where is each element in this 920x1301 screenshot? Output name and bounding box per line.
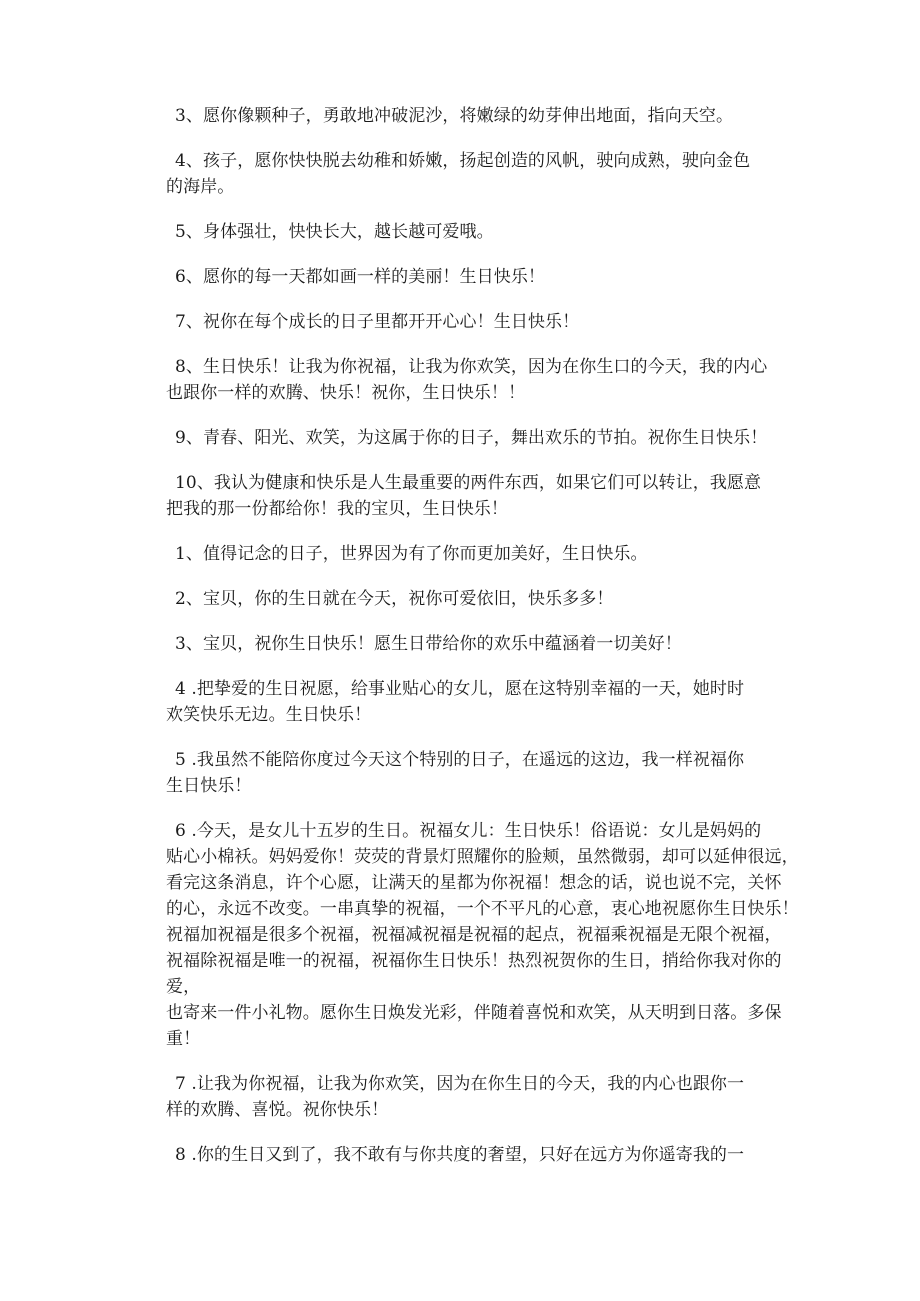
paragraph-7 <box>166 425 806 451</box>
paragraph-line: 7、祝你在每个成长的日子里都开开心心！生日快乐！ <box>175 312 580 332</box>
paragraph-line: 9、青春、阳光、欢笑，为这属于你的日子，舞出欢乐的节拍。祝你生日快乐！ <box>175 428 768 448</box>
paragraph-line: 重！ <box>166 1029 201 1049</box>
paragraph-line: 2、宝贝，你的生日就在今天，祝你可爱依旧，快乐多多！ <box>175 589 614 609</box>
paragraph-line: 把我的那一份都给你！我的宝贝，生日快乐！ <box>166 499 508 519</box>
paragraph-line: 祝福加祝福是很多个祝福，祝福减祝福是祝福的起点，祝福乘祝福是无限个祝福， <box>166 925 782 945</box>
paragraph-9 <box>166 541 806 567</box>
paragraph-line: 7 .让我为你祝福，让我为你欢笑，因为在你生日的今天，我的内心也跟你一 <box>175 1074 745 1094</box>
paragraph-line: 看完这条消息，许个心愿，让满天的星都为你祝福！想念的话，说也说不完，关怀 <box>166 873 782 893</box>
paragraph-10 <box>166 586 806 612</box>
paragraph-4 <box>166 264 806 290</box>
paragraph-8 <box>166 470 806 522</box>
paragraph-12 <box>166 676 806 728</box>
paragraph-line: 6 .今天，是女儿十五岁的生日。祝福女儿：生日快乐！俗语说：女儿是妈妈的 <box>175 821 762 841</box>
paragraph-5 <box>166 309 806 335</box>
paragraph-line: 5 .我虽然不能陪你度过今天这个特别的日子，在遥远的这边，我一样祝福你 <box>175 750 745 770</box>
paragraph-line: 的心，永远不改变。一串真挚的祝福，一个不平凡的心意，衷心地祝愿你生日快乐！ <box>166 899 799 919</box>
paragraph-3 <box>166 219 806 245</box>
paragraph-15 <box>166 1071 806 1123</box>
paragraph-line: 的海岸。 <box>166 177 235 197</box>
paragraph-line: 1、值得记念的日子，世界因为有了你而更加美好，生日快乐。 <box>175 544 648 564</box>
document-body <box>166 103 806 1168</box>
paragraph-line: 也寄来一件小礼物。愿你生日焕发光彩，伴随着喜悦和欢笑，从天明到日落。多保 <box>166 1003 782 1023</box>
paragraph-line: 也跟你一样的欢腾、快乐！祝你，生日快乐！！ <box>166 383 526 403</box>
paragraph-line: 5、身体强壮，快快长大，越长越可爱哦。 <box>175 222 494 242</box>
paragraph-6 <box>166 354 806 406</box>
paragraph-line: 6、愿你的每一天都如画一样的美丽！生日快乐！ <box>175 267 546 287</box>
paragraph-line: 生日快乐！ <box>166 776 252 796</box>
paragraph-line: 样的欢腾、喜悦。祝你快乐！ <box>166 1100 389 1120</box>
paragraph-line: 欢笑快乐无边。生日快乐！ <box>166 705 372 725</box>
paragraph-2 <box>166 148 806 200</box>
paragraph-line: 3、宝贝，祝你生日快乐！愿生日带给你的欢乐中蕴涵着一切美好！ <box>175 634 682 654</box>
paragraph-13 <box>166 747 806 799</box>
paragraph-line: 3、愿你像颗种子，勇敢地冲破泥沙，将嫩绿的幼芽伸出地面，指向天空。 <box>175 106 734 126</box>
paragraph-line: 8 .你的生日又到了，我不敢有与你共度的奢望，只好在远方为你遥寄我的一 <box>175 1145 745 1165</box>
paragraph-line: 8、生日快乐！让我为你祝福，让我为你欢笑，因为在你生口的今天，我的内心 <box>175 357 768 377</box>
paragraph-14 <box>166 818 806 1052</box>
paragraph-line: 4、孩子，愿你快快脱去幼稚和娇嫩，扬起创造的风帆，驶向成熟，驶向金色 <box>175 151 751 171</box>
paragraph-line: 祝福除祝福是唯一的祝福，祝福你生日快乐！热烈祝贺你的生日，捎给你我对你的爱， <box>166 951 782 997</box>
paragraph-line: 贴心小棉袄。妈妈爱你！荧荧的背景灯照耀你的脸颊，虽然微弱，却可以延伸很远， <box>166 847 799 867</box>
paragraph-11 <box>166 631 806 657</box>
paragraph-1 <box>166 103 806 129</box>
paragraph-line: 4 .把挚爱的生日祝愿，给事业贴心的女儿，愿在这特别幸福的一天，她时时 <box>175 679 745 699</box>
paragraph-line: 10、我认为健康和快乐是人生最重要的两件东西，如果它们可以转让，我愿意 <box>175 473 762 493</box>
paragraph-16 <box>166 1142 806 1168</box>
